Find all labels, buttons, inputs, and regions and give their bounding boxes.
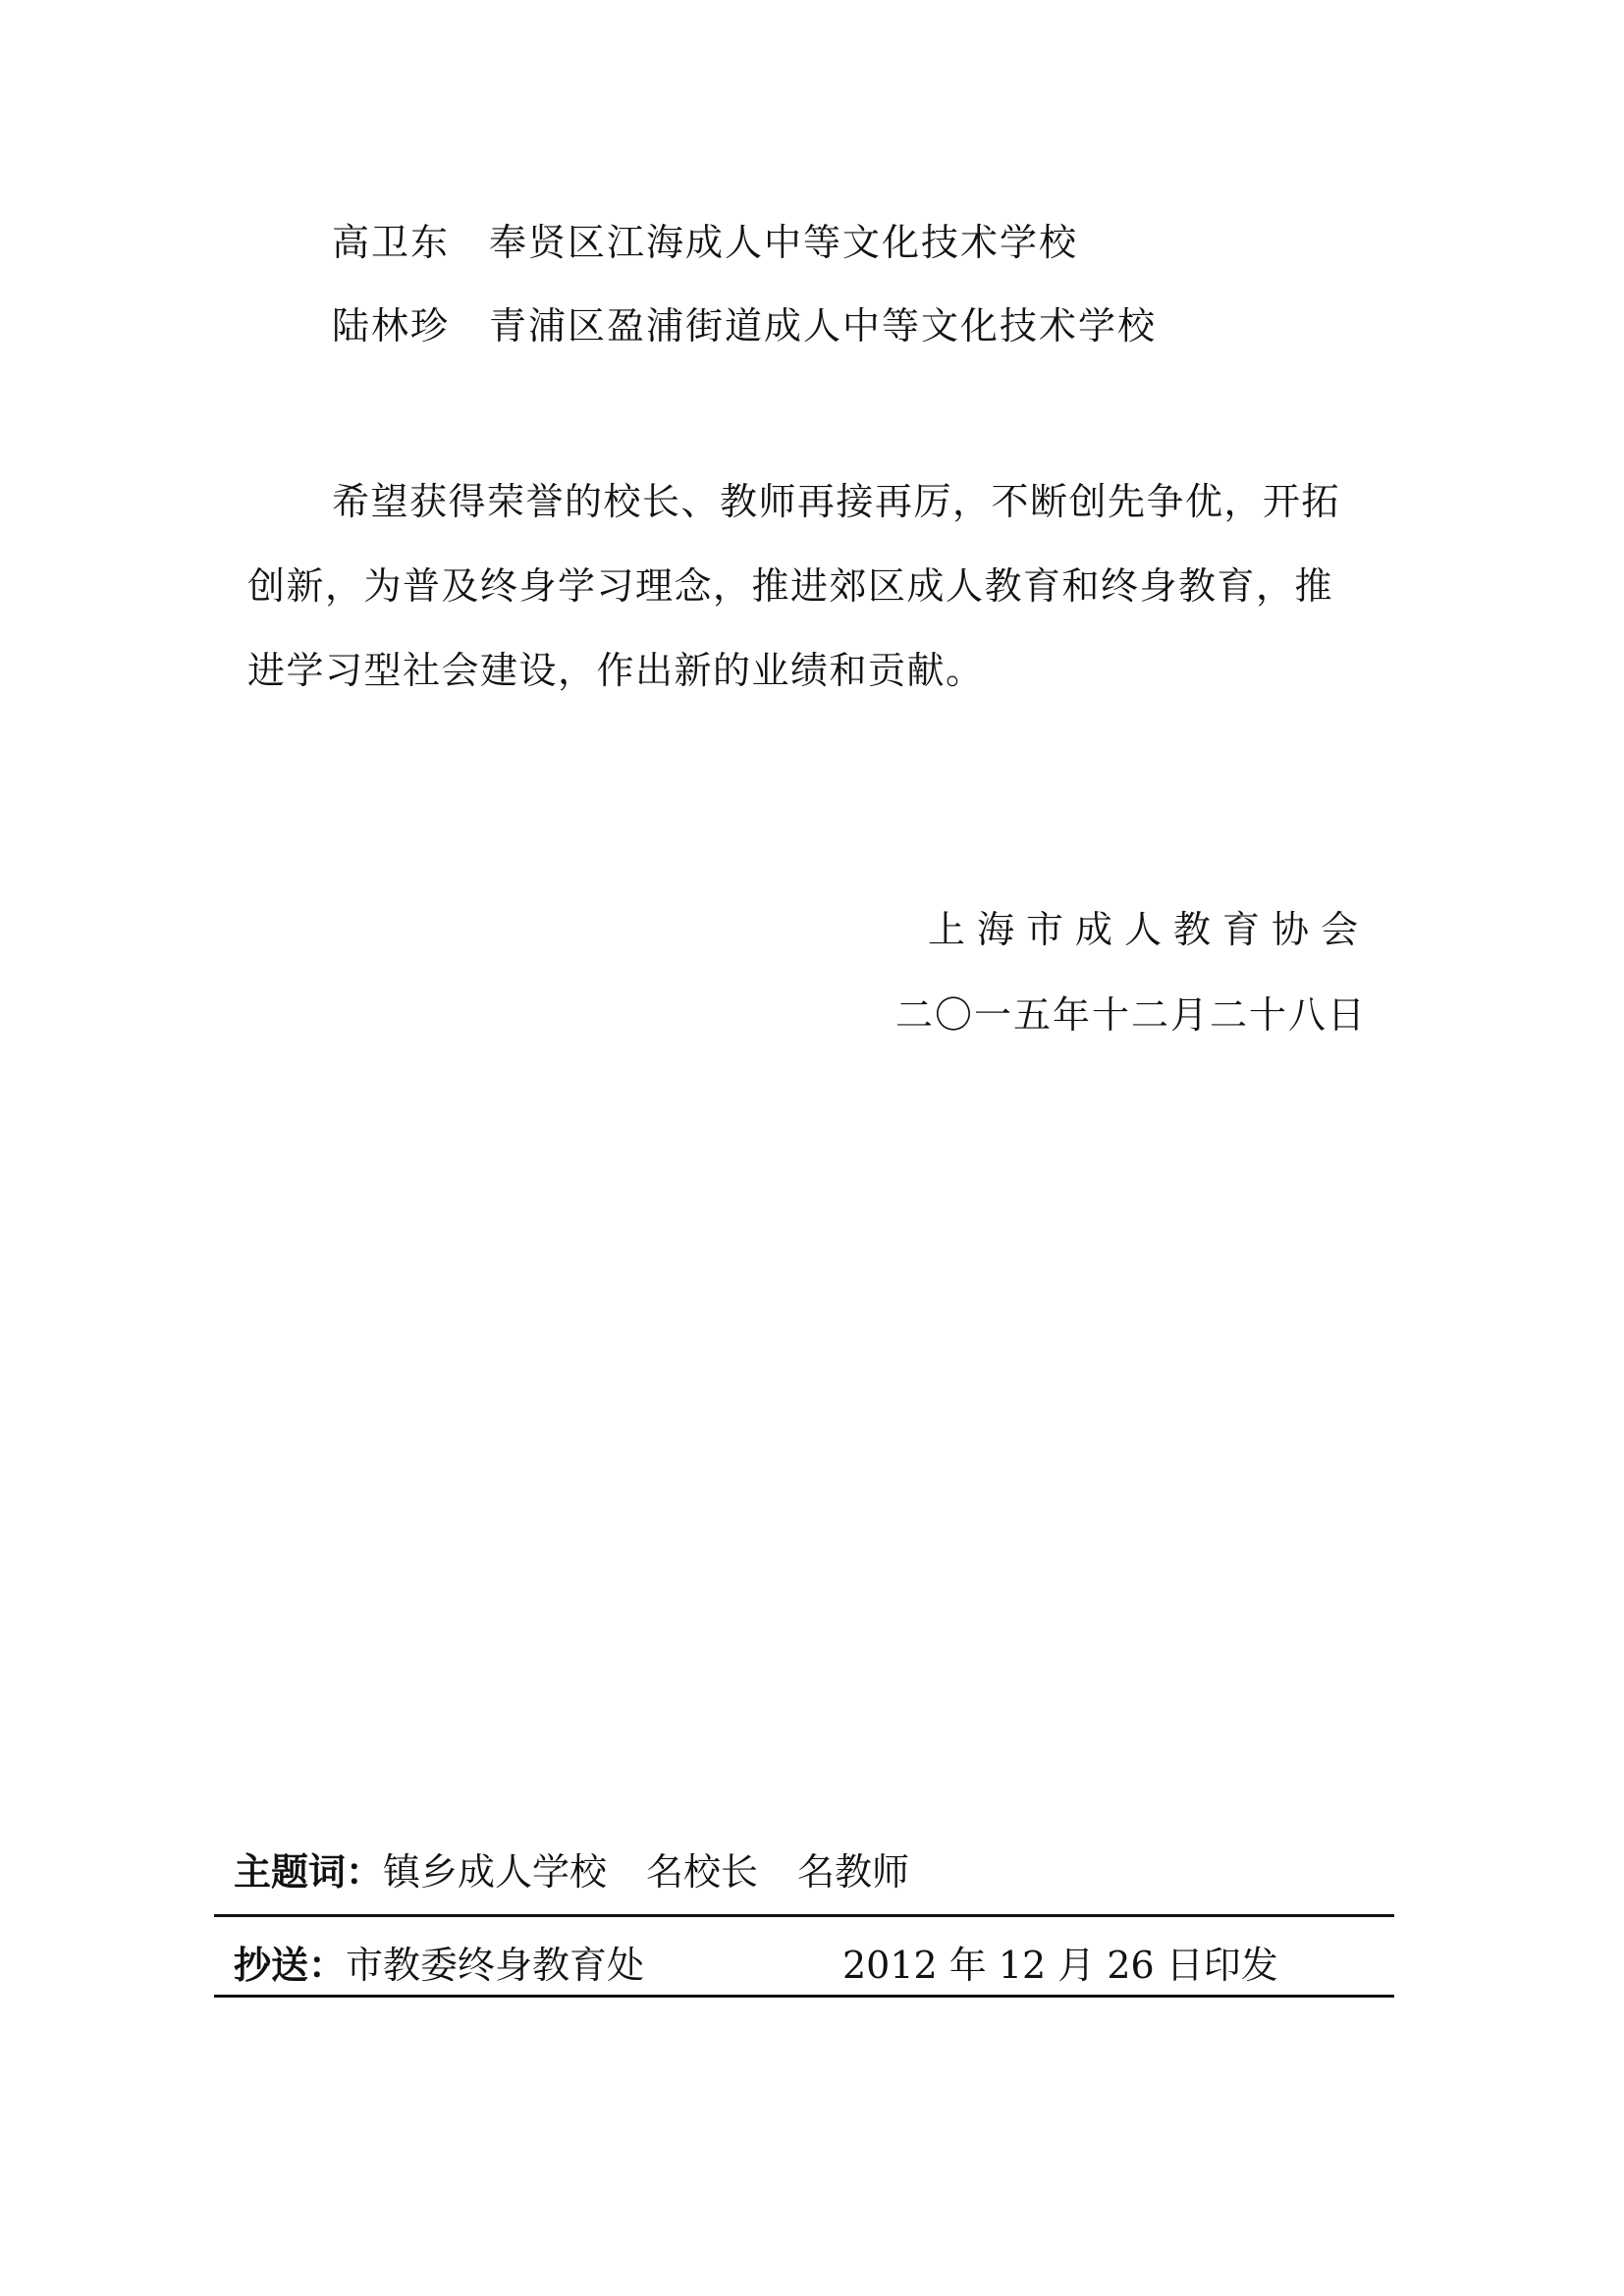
issue-date: 2012 年 12 月 26 日印发 bbox=[842, 1944, 1278, 1987]
divider-line bbox=[214, 1914, 1394, 1917]
divider-line bbox=[214, 1995, 1394, 1998]
signature-date: 二〇一五年十二月二十八日 bbox=[895, 993, 1368, 1037]
cc-recipient: 市教委终身教育处 bbox=[346, 1944, 645, 1987]
cc-label: 抄送： bbox=[234, 1944, 347, 1987]
awardee-row bbox=[332, 221, 1079, 264]
awardee-name: 陆林珍 bbox=[332, 304, 451, 347]
keywords-row bbox=[234, 1850, 910, 1894]
awardee-school: 奉贤区江海成人中等文化技术学校 bbox=[489, 221, 1079, 264]
paragraph-line: 进学习型社会建设，作出新的业绩和贡献。 bbox=[247, 649, 985, 692]
paragraph-line: 创新，为普及终身学习理念，推进郊区成人教育和终身教育，推 bbox=[247, 564, 1334, 608]
keyword: 镇乡成人学校 bbox=[383, 1850, 608, 1894]
paragraph-line: 希望获得荣誉的校长、教师再接再厉，不断创先争优，开拓 bbox=[332, 480, 1341, 523]
cc-row bbox=[234, 1944, 645, 1987]
keyword: 名校长 bbox=[646, 1850, 759, 1894]
awardee-row bbox=[332, 304, 1158, 347]
keyword: 名教师 bbox=[797, 1850, 910, 1894]
keywords-label: 主题词： bbox=[234, 1850, 384, 1894]
awardee-school: 青浦区盈浦街道成人中等文化技术学校 bbox=[489, 304, 1158, 347]
awardee-name: 高卫东 bbox=[332, 221, 451, 264]
signature-organization: 上海市成人教育协会 bbox=[928, 908, 1371, 951]
